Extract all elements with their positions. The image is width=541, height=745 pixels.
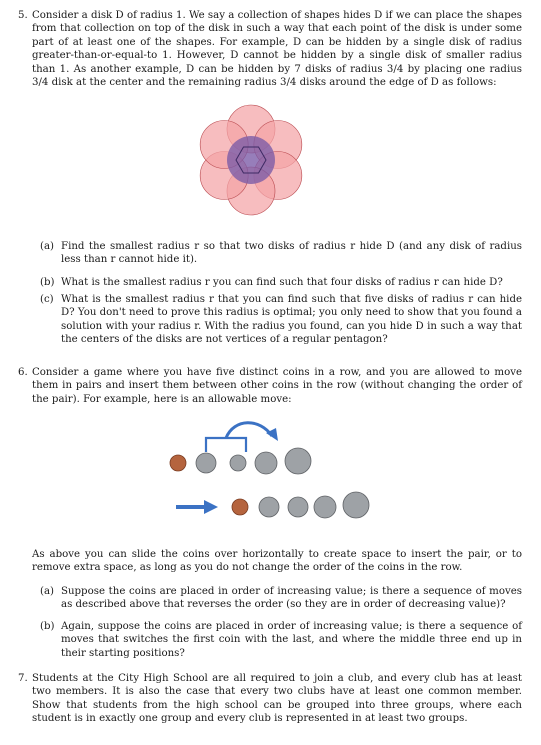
center-disk (227, 136, 275, 184)
penny-coin (232, 499, 248, 515)
coin-move-figure (160, 416, 390, 528)
dime-coin (288, 497, 308, 517)
quarter-coin (343, 492, 369, 518)
nickel-coin (196, 453, 216, 473)
quarter-coin (285, 448, 311, 474)
straight-arrow-shaft (176, 505, 206, 509)
top-coin-row (170, 448, 311, 474)
part-label: (a) (40, 241, 55, 252)
problem-6-part-a (40, 585, 522, 612)
nickel-coin (314, 496, 336, 518)
part-text: What is the smallest radius r you can find such that four disks of radius r can hide D? (61, 277, 503, 288)
straight-arrow-head (204, 500, 218, 514)
problem-text: Consider a disk D of radius 1. We say a collection of shapes hides D if we can place the shapes from that collection on top of the disk in such a way that each point of the disk is under some part of at least one of the shapes. For example, D can be hidden by a single disk of radius greater-than-or-equal-to 1. However, D cannot be hidden by a single disk of smaller radius than 1. As another example, D can be hidden by 7 disks of radius 3/4 by placing one radius 3/4 disk at the center and the remaining radius 3/4 disks around the edge of D as follows: (32, 10, 522, 89)
part-label: (b) (40, 277, 55, 288)
problem-6-part-b (40, 620, 522, 660)
part-text: Find the smallest radius r so that two disks of radius r hide D (and any disk of radius less than r cannot hide it). (61, 241, 522, 266)
problem-7 (18, 672, 522, 726)
problem-6-continuation (18, 548, 522, 575)
nickel-coin (259, 497, 279, 517)
part-label: (a) (40, 586, 55, 597)
problem-5-part-c (40, 293, 522, 347)
part-label: (b) (40, 621, 55, 632)
problem-number: 6. (18, 367, 28, 378)
problem-text: As above you can slide the coins over horizontally to create space to insert the pair, or to remove extra space, as long as you do not change the order of the coins in the row. (32, 549, 522, 574)
part-label: (c) (40, 294, 54, 305)
problem-number: 7. (18, 673, 28, 684)
part-text: Suppose the coins are placed in order of increasing value; is there a sequence of moves as described above that reverses the order (so they are in order of decreasing value)? (61, 586, 522, 611)
part-text: Again, suppose the coins are placed in order of increasing value; is there a sequence of moves that switches the first coin with the last, and where the middle three end up in their starting positions? (61, 621, 522, 659)
problem-5-part-b (40, 276, 522, 289)
problem-5-part-a (40, 240, 522, 267)
problem-5 (18, 9, 522, 89)
problem-text: Consider a game where you have five distinct coins in a row, and you are allowed to move them in pairs and insert them between other coins in the row (without changing the order of the pair). For example, here is an allowable move: (32, 367, 522, 405)
problem-number: 5. (18, 10, 28, 21)
bottom-coin-row (232, 492, 369, 518)
problem-text: Students at the City High School are all required to join a club, and every club has at least two members. It is also the case that every two clubs have at least one common member. Show that students from the high school can be grouped into three groups, where each student is in exactly one group and every club is represented in at least two groups. (32, 673, 522, 725)
disk-covering-figure (195, 104, 307, 216)
dime-coin (230, 455, 246, 471)
pair-bracket (206, 438, 246, 452)
problem-6 (18, 366, 522, 406)
curved-move-arrow (226, 423, 272, 438)
penny-coin (170, 455, 186, 471)
nickel-coin (255, 452, 277, 474)
part-text: What is the smallest radius r that you can find such that five disks of radius r can hide D? You don't need to prove this radius is optimal; you only need to show that you found a solution with your radius r. With the radius you found, can you hide D in such a way that the centers of the disks are not vertices of a regular pentagon? (61, 294, 522, 346)
